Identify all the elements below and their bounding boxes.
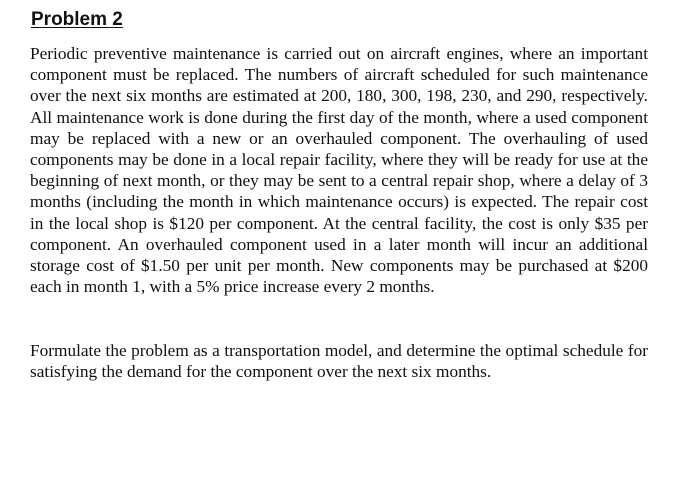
problem-task-paragraph: Formulate the problem as a transportation model, and determine the optimal schedule for satisfying the demand for the component over the next six months.	[30, 341, 648, 382]
problem-heading: Problem 2	[31, 9, 123, 30]
problem-description-paragraph: Periodic preventive maintenance is carried out on aircraft engines, where an important component must be replaced. The numbers of aircraft scheduled for such maintenance over the next six months are estimated at 200, 180, 300, 198, 230, and 290, respectively. All maintenance work is done during the first day of the month, where a used component may be replaced with a new or an overhauled component. The overhauling of used components may be done in a local repair facility, where they will be ready for use at the beginning of next month, or they may be sent to a central repair shop, where a delay of 3 months (including the month in which maintenance occurs) is expected. The repair cost in the local shop is $120 per component. At the central facility, the cost is only $35 per component. An overhauled component used in a later month will incur an additional storage cost of $1.50 per unit per month. New components may be purchased at $200 each in month 1, with a 5% price increase every 2 months.	[30, 44, 648, 297]
